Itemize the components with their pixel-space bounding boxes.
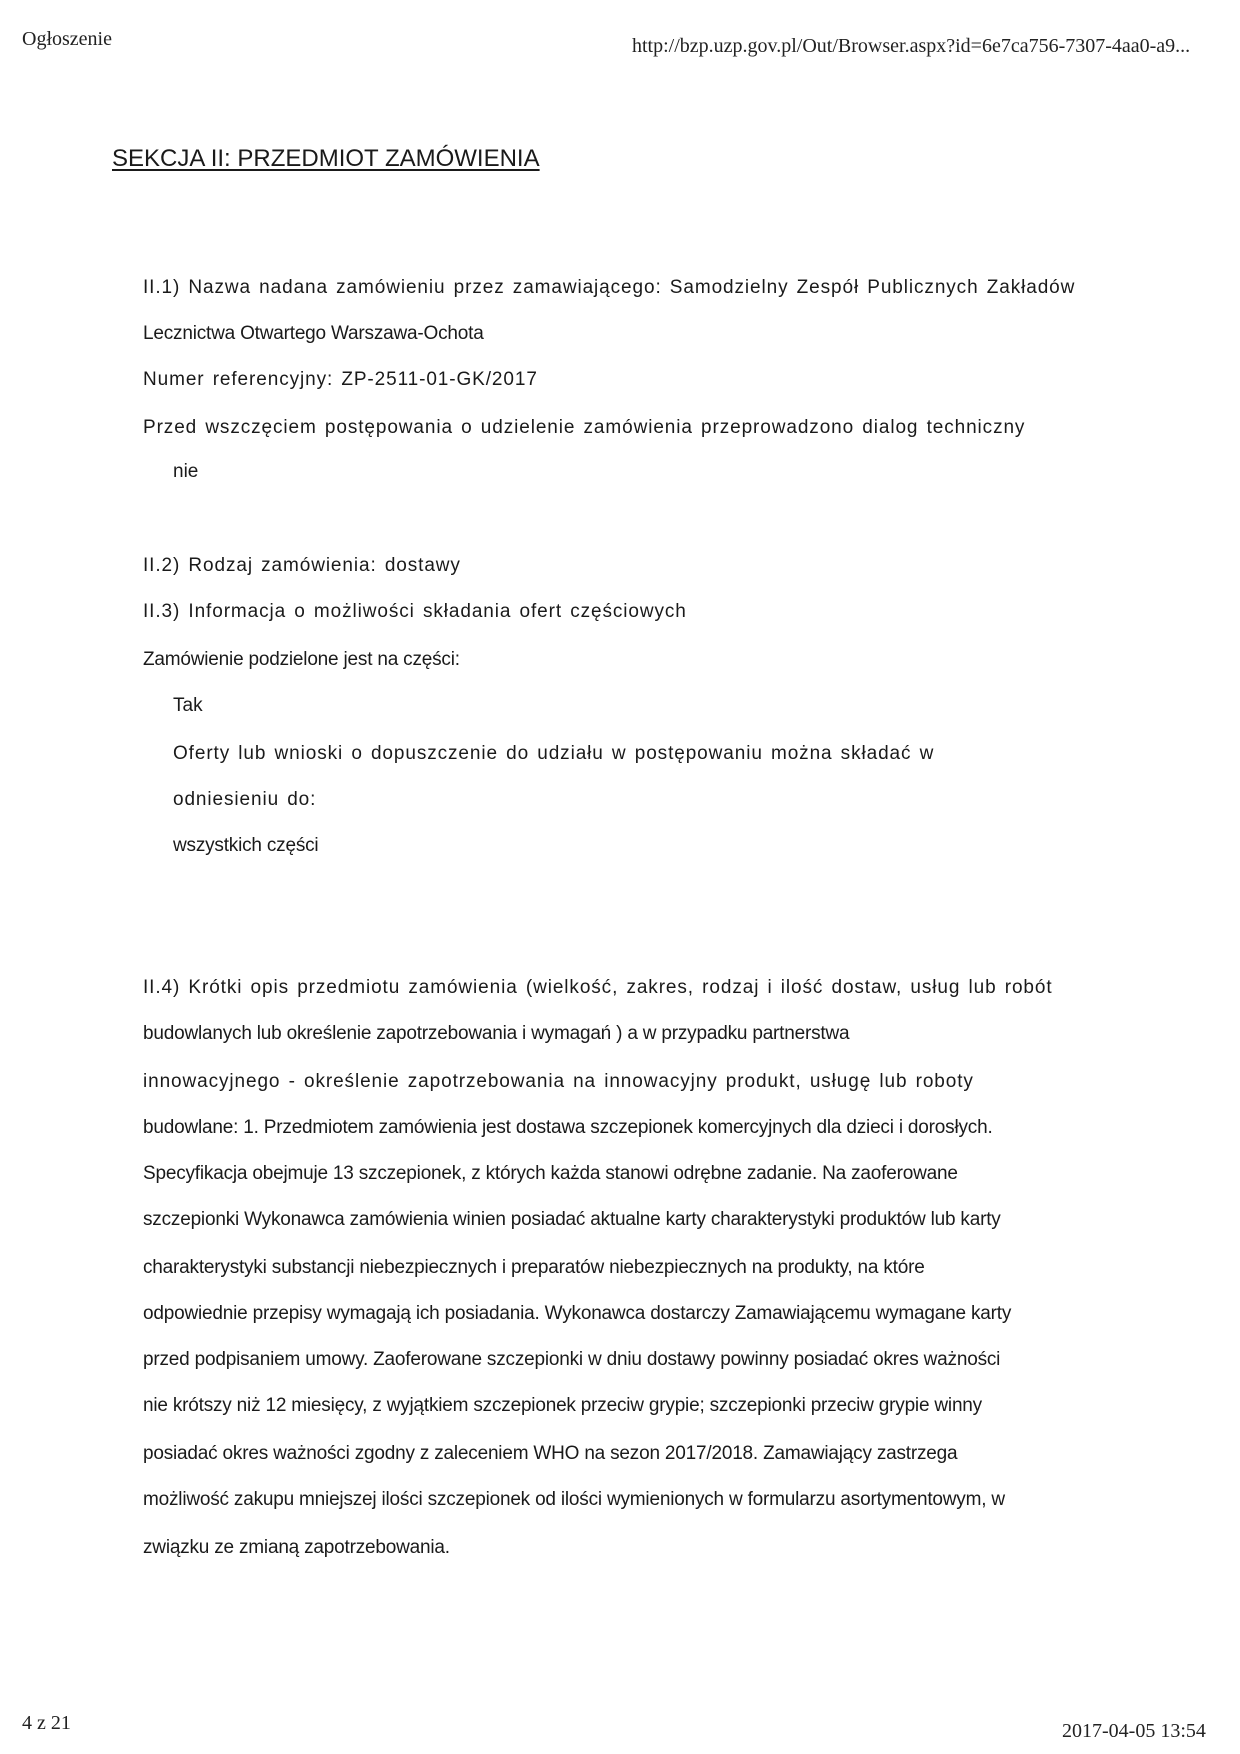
section-title: SEKCJA II: PRZEDMIOT ZAMÓWIENIA <box>112 145 540 172</box>
ii4-line-4: budowlane: 1. Przedmiotem zamówienia jest dostawa szczepionek komercyjnych dla dzieci i dorosłych. <box>143 1117 993 1138</box>
ii1-dialog-answer: nie <box>173 461 199 482</box>
ii1-line-2: Lecznictwa Otwartego Warszawa-Ochota <box>143 323 484 344</box>
print-header-url: http://bzp.uzp.gov.pl/Out/Browser.aspx?id=6e7ca756-7307-4aa0-a9... <box>632 35 1191 57</box>
ii3-offers-line-1: Oferty lub wnioski o dopuszczenie do udziału w postępowaniu można składać w <box>173 743 935 764</box>
ii4-line-6: szczepionki Wykonawca zamówienia winien posiadać aktualne karty charakterystyki produktów lub karty <box>143 1209 1001 1230</box>
ii4-line-2: budowlanych lub określenie zapotrzebowania i wymagań ) a w przypadku partnerstwa <box>143 1023 850 1044</box>
page-number: 4 z 21 <box>22 1712 71 1734</box>
ii3-offers-answer: wszystkich części <box>173 835 319 856</box>
ii3-divided-answer: Tak <box>173 695 203 716</box>
ii3-divided-question: Zamówienie podzielone jest na części: <box>143 649 460 670</box>
ii4-line-5: Specyfikacja obejmuje 13 szczepionek, z których każda stanowi odrębne zadanie. Na zaoferowane <box>143 1163 958 1184</box>
ii4-line-1: II.4) Krótki opis przedmiotu zamówienia (wielkość, zakres, rodzaj i ilość dostaw, usług lub robót <box>143 977 1053 998</box>
ii4-line-3: innowacyjnego - określenie zapotrzebowania na innowacyjny produkt, usługę lub roboty <box>143 1071 974 1092</box>
ii3-heading: II.3) Informacja o możliwości składania ofert częściowych <box>143 601 687 622</box>
ii4-line-9: przed podpisaniem umowy. Zaoferowane szczepionki w dniu dostawy powinny posiadać okres ważności <box>143 1349 1001 1370</box>
ii4-line-10: nie krótszy niż 12 miesięcy, z wyjątkiem szczepionek przeciw grypie; szczepionki przeciw grypie winny <box>143 1395 982 1416</box>
ii4-line-12: możliwość zakupu mniejszej ilości szczepionek od ilości wymienionych w formularzu asortymentowym, w <box>143 1489 1005 1510</box>
ii4-line-13: związku ze zmianą zapotrzebowania. <box>143 1537 450 1558</box>
ii1-dialog-question: Przed wszczęciem postępowania o udzielenie zamówienia przeprowadzono dialog techniczny <box>143 417 1026 438</box>
ii4-line-11: posiadać okres ważności zgodny z zaleceniem WHO na sezon 2017/2018. Zamawiający zastrzega <box>143 1443 958 1464</box>
ii4-line-7: charakterystyki substancji niebezpiecznych i preparatów niebezpiecznych na produkty, na które <box>143 1257 925 1278</box>
print-timestamp: 2017-04-05 13:54 <box>1062 1720 1206 1742</box>
ii2-order-type: II.2) Rodzaj zamówienia: dostawy <box>143 555 461 576</box>
reference-number: Numer referencyjny: ZP-2511-01-GK/2017 <box>143 369 538 390</box>
ii1-line-1: II.1) Nazwa nadana zamówieniu przez zamawiającego: Samodzielny Zespół Publicznych Zakładów <box>143 277 1076 298</box>
print-header-title: Ogłoszenie <box>22 28 112 50</box>
ii3-offers-line-2: odniesieniu do: <box>173 789 317 810</box>
ii4-line-8: odpowiednie przepisy wymagają ich posiadania. Wykonawca dostarczy Zamawiającemu wymagane karty <box>143 1303 1012 1324</box>
